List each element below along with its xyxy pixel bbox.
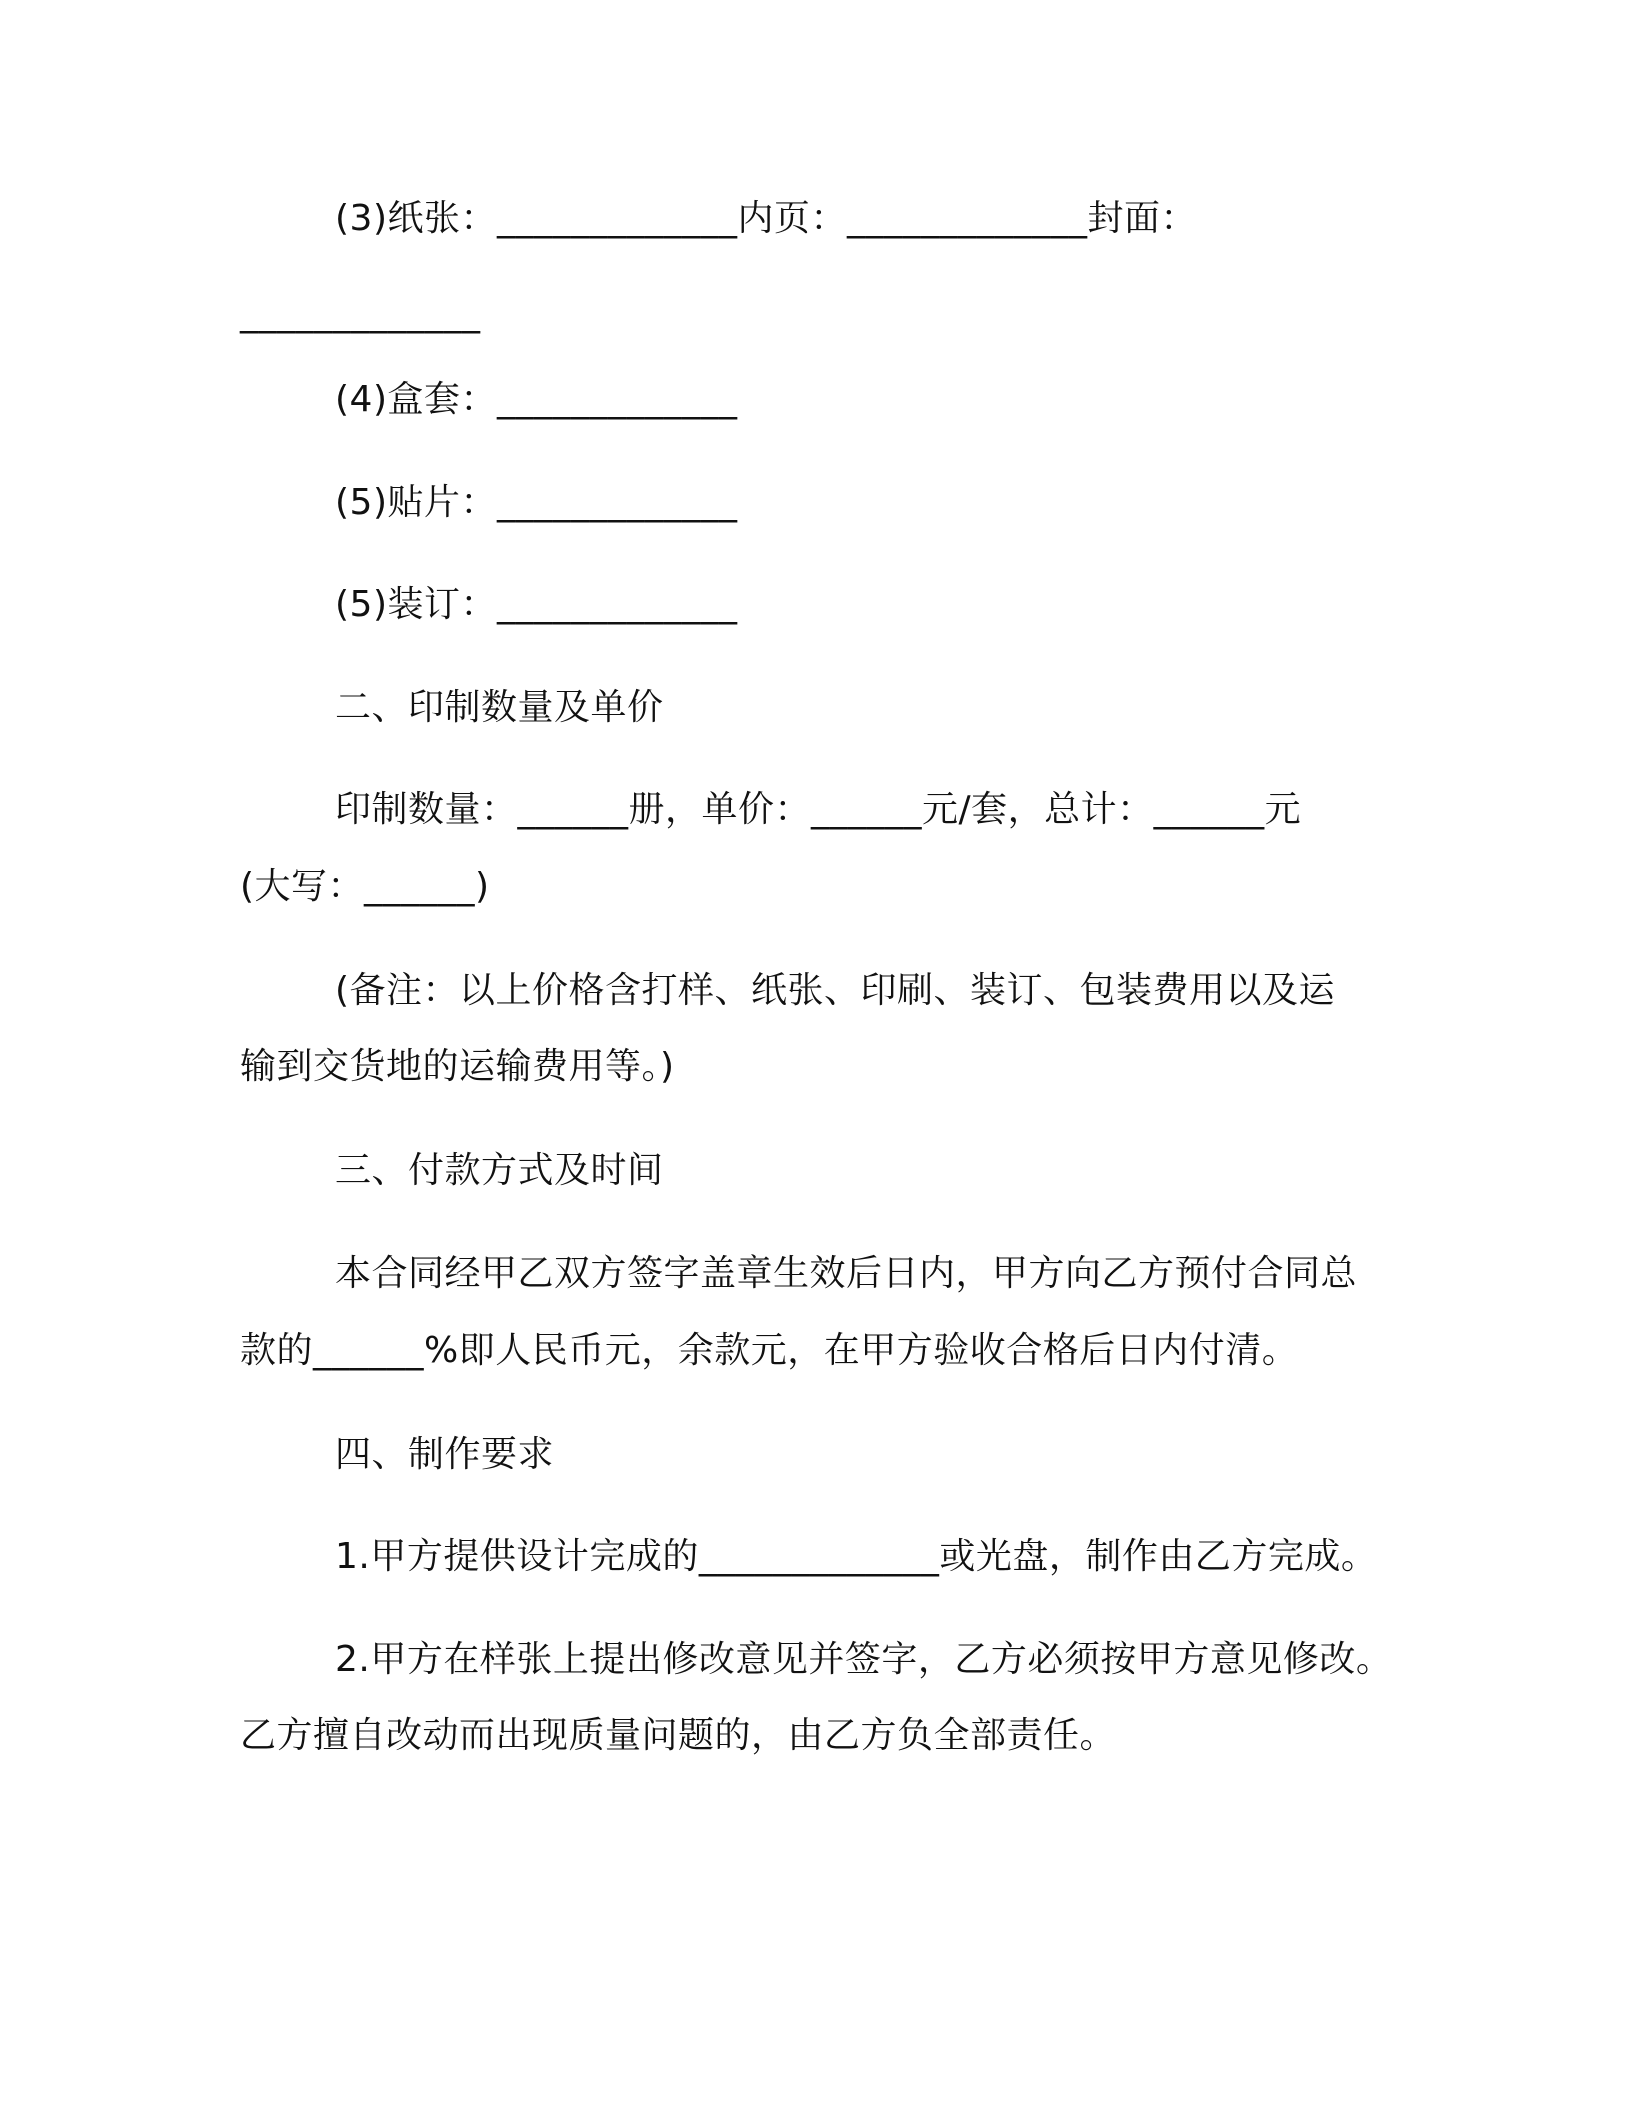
- quantity-price-line: 印制数量：______册，单价：______元/套，总计：______元: [335, 789, 1302, 830]
- binding-spec-line: (5)装订：_____________: [335, 584, 738, 625]
- section-heading-quantity-price: 二、印制数量及单价: [335, 687, 664, 728]
- price-note-continuation: 输到交货地的运输费用等。): [240, 1046, 675, 1087]
- box-spec-line: (4)盒套：_____________: [335, 379, 738, 420]
- amount-in-words-line: (大写：______): [240, 866, 490, 907]
- price-note-line: (备注：以上价格含打样、纸张、印刷、装订、包装费用以及运: [335, 970, 1336, 1011]
- payment-terms-continuation: 款的______%即人民币元，余款元，在甲方验收合格后日内付清。: [240, 1330, 1299, 1371]
- production-requirement-2-continuation: 乙方擅自改动而出现质量问题的，由乙方负全部责任。: [240, 1715, 1117, 1756]
- production-requirement-1: 1.甲方提供设计完成的_____________或光盘，制作由乙方完成。: [335, 1536, 1378, 1577]
- paper-spec-line: (3)纸张：_____________内页：_____________封面：: [335, 198, 1197, 239]
- production-requirement-2: 2.甲方在样张上提出修改意见并签字，乙方必须按甲方意见修改。: [335, 1639, 1393, 1680]
- sticker-spec-line: (5)贴片：_____________: [335, 482, 738, 523]
- section-heading-payment: 三、付款方式及时间: [335, 1150, 664, 1191]
- payment-terms-line: 本合同经甲乙双方签字盖章生效后日内，甲方向乙方预付合同总: [335, 1253, 1358, 1294]
- paper-spec-continuation: _____________: [240, 293, 481, 334]
- section-heading-production: 四、制作要求: [335, 1434, 555, 1475]
